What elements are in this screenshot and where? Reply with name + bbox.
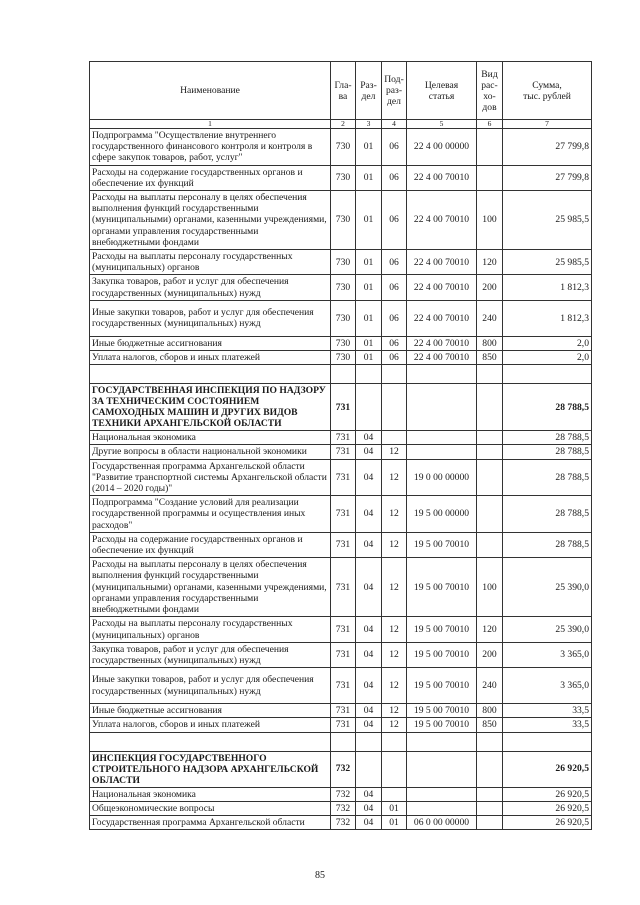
cell-target	[407, 751, 477, 787]
spacer-row	[90, 732, 592, 751]
cell-razdel: 01	[356, 165, 382, 190]
cell-name: ИНСПЕКЦИЯ ГОСУДАРСТВЕННОГО СТРОИТЕЛЬНОГО НАДЗОРА АРХАНГЕЛЬСКОЙ ОБЛАСТИ	[90, 751, 331, 787]
cell-vid	[477, 365, 503, 384]
cell-glava: 732	[331, 787, 356, 801]
cell-sum: 25 390,0	[503, 617, 592, 642]
table-row	[90, 300, 592, 336]
cell-glava: 730	[331, 275, 356, 300]
cell-vid	[477, 732, 503, 751]
cell-razdel: 04	[356, 801, 382, 815]
cell-target: 19 5 00 70010	[407, 558, 477, 617]
cell-target	[407, 445, 477, 459]
header-sum: Сумма, тыс. рублей	[503, 62, 592, 120]
cell-razdel	[356, 384, 382, 431]
cell-glava: 731	[331, 384, 356, 431]
cell-podrazdel: 06	[382, 351, 407, 365]
cell-sum: 28 788,5	[503, 496, 592, 533]
cell-name: Иные бюджетные ассигнования	[90, 704, 331, 718]
header-vid: Вид рас- хо- дов	[477, 62, 503, 120]
cell-razdel: 04	[356, 459, 382, 496]
cell-podrazdel: 12	[382, 642, 407, 667]
cell-razdel	[356, 751, 382, 787]
cell-podrazdel: 12	[382, 532, 407, 557]
cell-podrazdel: 12	[382, 445, 407, 459]
cell-name: Подпрограмма "Осуществление внутреннего государственного финансового контроля и контроля в сфере закупок товаров, работ, услуг"	[90, 129, 331, 166]
cell-vid: 240	[477, 668, 503, 704]
cell-glava: 730	[331, 336, 356, 350]
cell-name	[90, 365, 331, 384]
cell-podrazdel: 06	[382, 300, 407, 336]
cell-sum: 25 985,5	[503, 191, 592, 250]
table-row	[90, 815, 592, 829]
cell-glava: 731	[331, 496, 356, 533]
cell-glava: 730	[331, 300, 356, 336]
cell-name: Расходы на выплаты персоналу государственных (муниципальных) органов	[90, 617, 331, 642]
cell-sum: 28 788,5	[503, 532, 592, 557]
cell-glava: 731	[331, 617, 356, 642]
cell-name: Расходы на выплаты персоналу в целях обеспечения выполнения функций государственными (муниципальными) органами, казенными учреждениями, органами управления государственными внебюджетными фондами	[90, 558, 331, 617]
page-number: 85	[315, 870, 325, 881]
cell-razdel	[356, 365, 382, 384]
cell-target: 22 4 00 70010	[407, 250, 477, 275]
cell-name: Уплата налогов, сборов и иных платежей	[90, 718, 331, 732]
cell-razdel: 01	[356, 129, 382, 166]
cell-vid	[477, 165, 503, 190]
column-number: 2	[331, 120, 356, 129]
table-row	[90, 191, 592, 250]
cell-sum: 27 799,8	[503, 129, 592, 166]
cell-sum: 28 788,5	[503, 459, 592, 496]
cell-podrazdel: 06	[382, 165, 407, 190]
cell-podrazdel	[382, 365, 407, 384]
cell-razdel: 04	[356, 617, 382, 642]
cell-sum: 3 365,0	[503, 642, 592, 667]
cell-razdel	[356, 732, 382, 751]
cell-name: Иные закупки товаров, работ и услуг для обеспечения государственных (муниципальных) нужд	[90, 300, 331, 336]
cell-glava: 732	[331, 801, 356, 815]
cell-vid: 120	[477, 250, 503, 275]
cell-podrazdel	[382, 751, 407, 787]
header-podrazdel: Под- раз- дел	[382, 62, 407, 120]
cell-vid	[477, 801, 503, 815]
cell-sum: 25 390,0	[503, 558, 592, 617]
column-number-row	[90, 120, 592, 129]
cell-podrazdel: 01	[382, 801, 407, 815]
cell-glava: 732	[331, 815, 356, 829]
cell-vid: 800	[477, 704, 503, 718]
cell-vid	[477, 384, 503, 431]
cell-vid: 120	[477, 617, 503, 642]
cell-razdel: 01	[356, 250, 382, 275]
cell-glava	[331, 732, 356, 751]
column-number: 4	[382, 120, 407, 129]
cell-vid	[477, 129, 503, 166]
table-row	[90, 250, 592, 275]
cell-target	[407, 801, 477, 815]
cell-sum: 1 812,3	[503, 275, 592, 300]
cell-vid	[477, 815, 503, 829]
cell-razdel: 04	[356, 787, 382, 801]
cell-name: Иные бюджетные ассигнования	[90, 336, 331, 350]
cell-sum: 33,5	[503, 704, 592, 718]
cell-sum: 25 985,5	[503, 250, 592, 275]
cell-name: Расходы на содержание государственных органов и обеспечение их функций	[90, 165, 331, 190]
cell-podrazdel	[382, 431, 407, 445]
budget-table	[89, 61, 592, 830]
cell-podrazdel: 06	[382, 275, 407, 300]
cell-razdel: 04	[356, 532, 382, 557]
cell-target: 19 0 00 00000	[407, 459, 477, 496]
table-row	[90, 668, 592, 704]
table-row	[90, 801, 592, 815]
cell-vid: 850	[477, 351, 503, 365]
cell-sum: 33,5	[503, 718, 592, 732]
cell-target	[407, 384, 477, 431]
cell-vid	[477, 445, 503, 459]
cell-podrazdel: 06	[382, 191, 407, 250]
table-row	[90, 751, 592, 787]
cell-podrazdel: 12	[382, 718, 407, 732]
cell-glava: 730	[331, 129, 356, 166]
cell-name: Закупка товаров, работ и услуг для обеспечения государственных (муниципальных) нужд	[90, 275, 331, 300]
cell-razdel: 01	[356, 275, 382, 300]
cell-razdel: 04	[356, 642, 382, 667]
cell-vid	[477, 787, 503, 801]
cell-razdel: 04	[356, 431, 382, 445]
cell-glava: 731	[331, 704, 356, 718]
cell-sum: 1 812,3	[503, 300, 592, 336]
table-row	[90, 336, 592, 350]
cell-glava: 731	[331, 445, 356, 459]
column-number: 3	[356, 120, 382, 129]
cell-target	[407, 787, 477, 801]
cell-razdel: 04	[356, 704, 382, 718]
cell-name: Государственная программа Архангельской области	[90, 815, 331, 829]
cell-glava: 731	[331, 668, 356, 704]
cell-razdel: 01	[356, 351, 382, 365]
cell-razdel: 04	[356, 668, 382, 704]
cell-vid: 800	[477, 336, 503, 350]
cell-glava: 731	[331, 718, 356, 732]
cell-target: 19 5 00 70010	[407, 532, 477, 557]
cell-podrazdel	[382, 732, 407, 751]
header-target: Целевая статья	[407, 62, 477, 120]
cell-podrazdel: 12	[382, 496, 407, 533]
table-row	[90, 704, 592, 718]
cell-glava: 730	[331, 191, 356, 250]
table-row	[90, 496, 592, 533]
table-row	[90, 787, 592, 801]
cell-name: Общеэкономические вопросы	[90, 801, 331, 815]
cell-sum: 26 920,5	[503, 815, 592, 829]
cell-razdel: 01	[356, 191, 382, 250]
cell-name: Подпрограмма "Создание условий для реализации государственной программы и осуществления иных расходов"	[90, 496, 331, 533]
table-row	[90, 129, 592, 166]
cell-sum: 28 788,5	[503, 445, 592, 459]
cell-glava: 730	[331, 165, 356, 190]
column-number: 1	[90, 120, 331, 129]
cell-sum: 28 788,5	[503, 384, 592, 431]
cell-name: Другие вопросы в области национальной экономики	[90, 445, 331, 459]
cell-name: Национальная экономика	[90, 787, 331, 801]
cell-podrazdel: 12	[382, 617, 407, 642]
cell-name: Государственная программа Архангельской области "Развитие транспортной системы Архангельской области (2014 – 2020 годы)"	[90, 459, 331, 496]
cell-glava: 730	[331, 351, 356, 365]
cell-sum	[503, 732, 592, 751]
table-row	[90, 558, 592, 617]
header-razdel: Раз- дел	[356, 62, 382, 120]
table-row	[90, 351, 592, 365]
cell-sum: 2,0	[503, 336, 592, 350]
cell-target: 06 0 00 00000	[407, 815, 477, 829]
cell-razdel: 01	[356, 300, 382, 336]
cell-vid	[477, 459, 503, 496]
table-row	[90, 459, 592, 496]
cell-glava	[331, 365, 356, 384]
cell-podrazdel	[382, 384, 407, 431]
cell-vid: 100	[477, 558, 503, 617]
cell-name: Национальная экономика	[90, 431, 331, 445]
cell-target: 19 5 00 70010	[407, 668, 477, 704]
cell-podrazdel	[382, 787, 407, 801]
cell-sum: 26 920,5	[503, 801, 592, 815]
cell-target	[407, 365, 477, 384]
cell-glava: 731	[331, 532, 356, 557]
cell-target: 19 5 00 70010	[407, 642, 477, 667]
cell-target: 22 4 00 00000	[407, 129, 477, 166]
cell-name	[90, 732, 331, 751]
table-row	[90, 642, 592, 667]
cell-sum: 26 920,5	[503, 787, 592, 801]
cell-razdel: 04	[356, 558, 382, 617]
cell-razdel: 04	[356, 496, 382, 533]
column-number: 6	[477, 120, 503, 129]
cell-target: 22 4 00 70010	[407, 300, 477, 336]
cell-target: 22 4 00 70010	[407, 336, 477, 350]
table-row	[90, 165, 592, 190]
cell-glava: 732	[331, 751, 356, 787]
cell-podrazdel: 06	[382, 129, 407, 166]
cell-razdel: 04	[356, 718, 382, 732]
cell-vid	[477, 431, 503, 445]
cell-target: 19 5 00 70010	[407, 704, 477, 718]
cell-podrazdel: 06	[382, 336, 407, 350]
cell-glava: 731	[331, 642, 356, 667]
cell-podrazdel: 12	[382, 558, 407, 617]
cell-glava: 730	[331, 250, 356, 275]
header-name: Наименование	[90, 62, 331, 120]
table-row	[90, 718, 592, 732]
cell-glava: 731	[331, 459, 356, 496]
cell-podrazdel: 01	[382, 815, 407, 829]
cell-razdel: 04	[356, 815, 382, 829]
table-row	[90, 384, 592, 431]
cell-glava: 731	[331, 558, 356, 617]
column-number: 7	[503, 120, 592, 129]
cell-target	[407, 431, 477, 445]
table-row	[90, 532, 592, 557]
cell-vid: 200	[477, 642, 503, 667]
header-glava: Гла- ва	[331, 62, 356, 120]
cell-podrazdel: 06	[382, 250, 407, 275]
table-row	[90, 431, 592, 445]
cell-target: 22 4 00 70010	[407, 165, 477, 190]
cell-razdel: 01	[356, 336, 382, 350]
cell-name: Расходы на выплаты персоналу государственных (муниципальных) органов	[90, 250, 331, 275]
cell-vid: 850	[477, 718, 503, 732]
cell-vid	[477, 532, 503, 557]
cell-target	[407, 732, 477, 751]
cell-name: Уплата налогов, сборов и иных платежей	[90, 351, 331, 365]
cell-razdel: 04	[356, 445, 382, 459]
table-row	[90, 445, 592, 459]
cell-sum: 3 365,0	[503, 668, 592, 704]
table-row	[90, 275, 592, 300]
cell-target: 22 4 00 70010	[407, 275, 477, 300]
cell-name: ГОСУДАРСТВЕННАЯ ИНСПЕКЦИЯ ПО НАДЗОРУ ЗА ТЕХНИЧЕСКИМ СОСТОЯНИЕМ САМОХОДНЫХ МАШИН И ДРУГИХ ВИДОВ ТЕХНИКИ АРХАНГЕЛЬСКОЙ ОБЛАСТИ	[90, 384, 331, 431]
cell-podrazdel: 12	[382, 704, 407, 718]
cell-sum	[503, 365, 592, 384]
table-body	[90, 129, 592, 830]
cell-target: 22 4 00 70010	[407, 351, 477, 365]
column-number: 5	[407, 120, 477, 129]
cell-sum: 2,0	[503, 351, 592, 365]
cell-vid: 200	[477, 275, 503, 300]
cell-name: Иные закупки товаров, работ и услуг для обеспечения государственных (муниципальных) нужд	[90, 668, 331, 704]
cell-vid: 240	[477, 300, 503, 336]
cell-sum: 26 920,5	[503, 751, 592, 787]
cell-podrazdel: 12	[382, 459, 407, 496]
cell-vid: 100	[477, 191, 503, 250]
cell-podrazdel: 12	[382, 668, 407, 704]
spacer-row	[90, 365, 592, 384]
table-row	[90, 617, 592, 642]
cell-name: Закупка товаров, работ и услуг для обеспечения государственных (муниципальных) нужд	[90, 642, 331, 667]
cell-target: 19 5 00 00000	[407, 496, 477, 533]
cell-target: 22 4 00 70010	[407, 191, 477, 250]
cell-glava: 731	[331, 431, 356, 445]
cell-vid	[477, 496, 503, 533]
cell-name: Расходы на выплаты персоналу в целях обеспечения выполнения функций государственными (муниципальными) органами, казенными учреждениями, органами управления государственными внебюджетными фондами	[90, 191, 331, 250]
cell-vid	[477, 751, 503, 787]
cell-name: Расходы на содержание государственных органов и обеспечение их функций	[90, 532, 331, 557]
cell-target: 19 5 00 70010	[407, 617, 477, 642]
header-row	[90, 62, 592, 120]
cell-sum: 27 799,8	[503, 165, 592, 190]
cell-target: 19 5 00 70010	[407, 718, 477, 732]
cell-sum: 28 788,5	[503, 431, 592, 445]
